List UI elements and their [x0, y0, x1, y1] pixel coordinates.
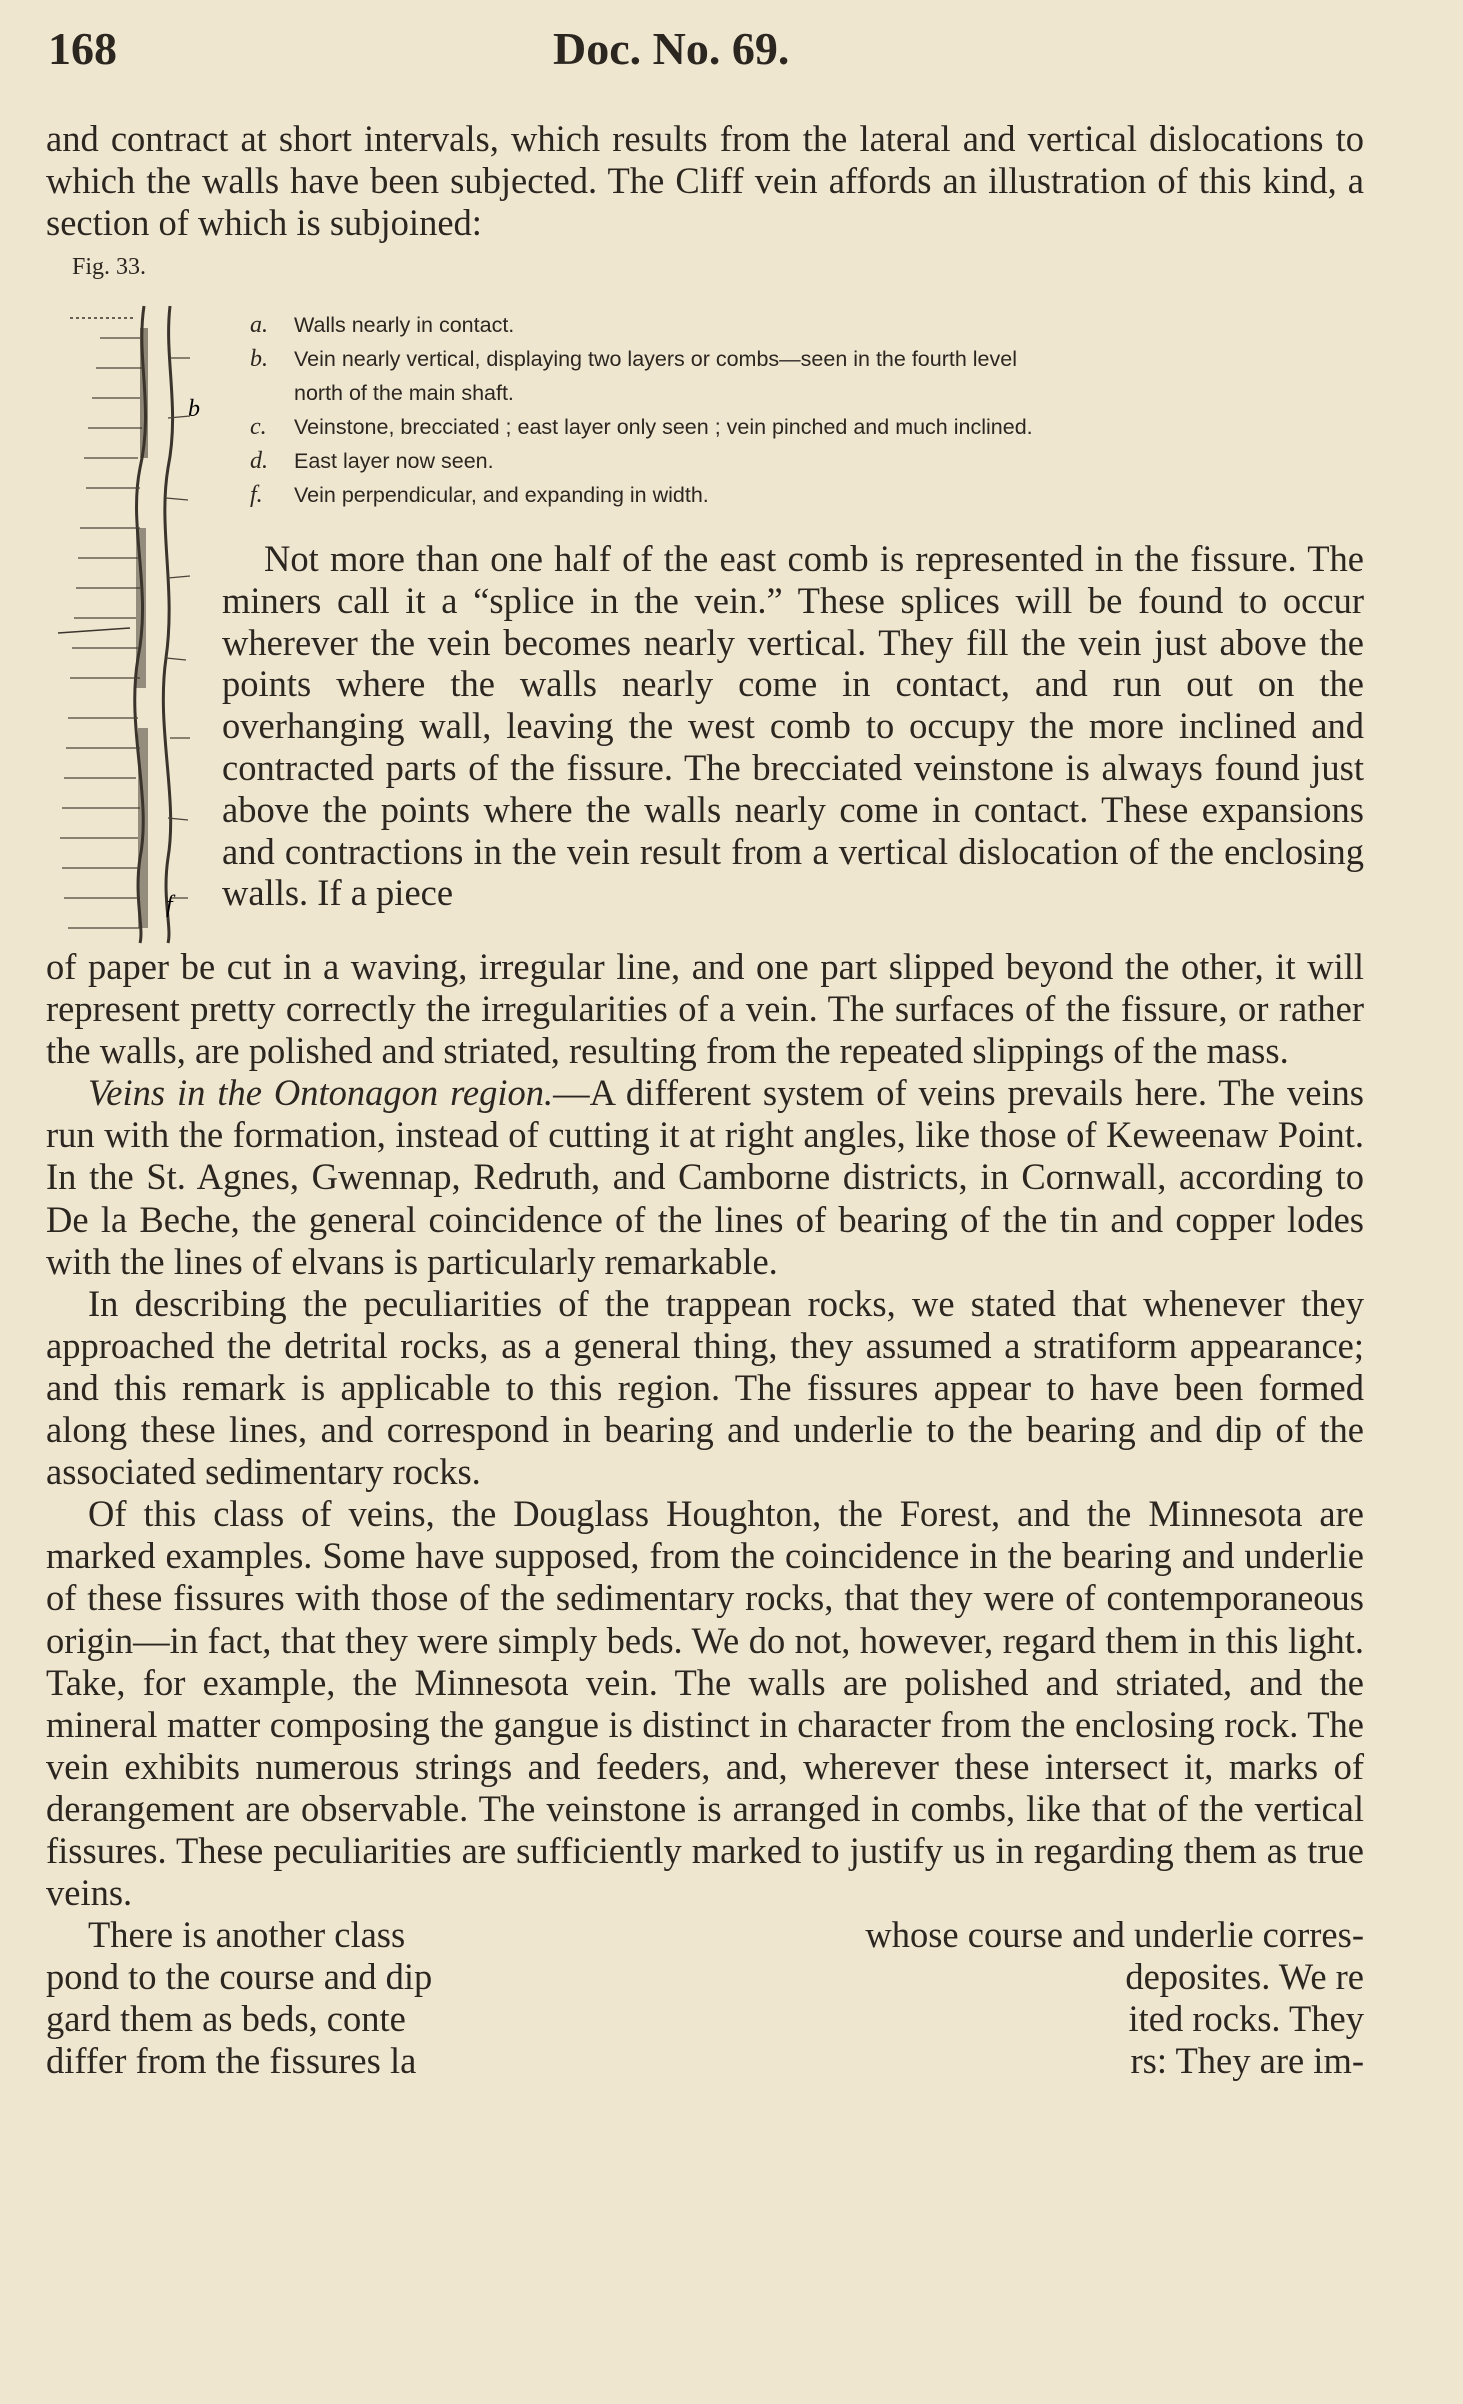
legend-item — [250, 478, 1370, 512]
legend-key: f. — [250, 482, 263, 508]
para4: Of this class of veins, the Douglass Houghton, the Forest, and the Minnesota are marked examples. Some have supposed, from the coincidence in the bearing and underlie of these fissures with those of the sedimentary rocks, that they were of contemporaneous origin—in fact, that they were simply beds. We do not, however, regard them in this light. Take, for example, the Minnesota vein. The walls are polished and striated, and the mineral matter composing the gangue is distinct in character from the enclosing rock. The vein exhibits numerous strings and feeders, and, wherever these intersect it, marks of derangement are observable. The veinstone is arranged in combs, like that of the vertical fissures. These peculiarities are sufficiently marked to justify us in regarding them as true veins. — [46, 1493, 1364, 1914]
legend-text: Walls nearly in contact. — [294, 313, 515, 337]
para5-right: rs: They are im- — [1130, 2040, 1364, 2082]
para1-tail-start: If a piece — [317, 872, 454, 914]
para5-right: whose course and underlie corres- — [865, 1914, 1364, 1956]
legend-item-continuation — [250, 376, 1370, 410]
para5-left: gard them as beds, conte — [46, 1998, 406, 2040]
figure-legend — [250, 308, 1370, 512]
legend-text: East layer now seen. — [294, 449, 494, 473]
page-number: 168 — [48, 23, 117, 74]
para1-rest: of paper be cut in a waving, irregular line, and one part slipped beyond the other, it will represent pretty correctly the irregularities of a vein. The surfaces of the fissure, or rather the walls, are polished and striated, resulting from the repeated slippings of the mass. — [46, 946, 1364, 1072]
para3: In describing the peculiarities of the trappean rocks, we stated that whenever they approached the detrital rocks, as a general thing, they assumed a stratiform appearance; and this remark is applicable to this region. The fissures appear to have been formed along these lines, and correspond in bearing and underlie to the bearing and dip of the associated sedimentary rocks. — [46, 1282, 1364, 1493]
para5-right: deposites. We re — [1125, 1956, 1364, 1998]
wrapped-text: Not more than one half of the east comb is represented in the fissure. The miners call it a “splice in the vein.” These splices will be found to occur wherever the vein becomes nearly vertical. They fill the vein just above the points where the walls nearly come in contact, and run out on the overhanging wall, leaving the west comb to occupy the more inclined and contracted parts of the fissure. The brecciated veinstone is always found just above the points where the walls nearly come in contact. These expansions and contractions in the vein result from a vertical dislocation of the enclosing walls. — [222, 538, 1364, 914]
legend-text: Vein perpendicular, and expanding in width. — [294, 483, 709, 507]
legend-item — [250, 410, 1370, 444]
para5-line — [46, 1998, 1364, 2040]
para5-left: There is another class — [88, 1914, 406, 1956]
margin-letter-f: f — [166, 892, 173, 918]
para2-text: —A different system of veins prevails here. The veins run with the formation, instead of cutting it at right angles, like those of Keweenaw Point. In the St. Agnes, Gwennap, Redruth, and Camborne districts, in Cornwall, according to De la Beche, the general coincidence of the lines of bearing of the tin and copper lodes with the lines of elvans is particularly remarkable. — [46, 1072, 1364, 1282]
legend-key: b. — [250, 346, 268, 372]
section-heading-ontonagon: Veins in the Ontonagon region. — [88, 1072, 554, 1114]
para5-damaged — [46, 1914, 1364, 2082]
legend-key: a. — [250, 312, 268, 338]
legend-key: d. — [250, 448, 268, 474]
document-title: Doc. No. 69. — [553, 23, 790, 74]
margin-letter-b: b — [188, 396, 200, 422]
page-header — [48, 22, 1388, 82]
legend-item — [250, 342, 1370, 376]
intro-paragraph — [46, 118, 1364, 244]
main-text-column — [46, 946, 1364, 2083]
legend-text: Vein nearly vertical, displaying two layers or combs—seen in the fourth level — [294, 347, 1017, 371]
wrapped-paragraph — [222, 538, 1364, 914]
figure-label: Fig. 33. — [72, 254, 147, 280]
para5-left: differ from the fissures la — [46, 2040, 417, 2082]
para5-line — [46, 1914, 1364, 1956]
legend-text: north of the main shaft. — [294, 381, 514, 405]
para5-right: ited rocks. They — [1128, 1998, 1364, 2040]
legend-item — [250, 444, 1370, 478]
para5-line — [46, 2040, 1364, 2082]
legend-text: Veinstone, brecciated ; east layer only seen ; vein pinched and much inclined. — [294, 415, 1033, 439]
legend-item — [250, 308, 1370, 342]
vein-section-figure — [40, 298, 220, 946]
para5-left: pond to the course and dip — [46, 1956, 433, 1998]
para5-line — [46, 1956, 1364, 1998]
legend-key: c. — [250, 414, 267, 440]
intro-text: and contract at short intervals, which results from the lateral and vertical dislocations to which the walls have been subjected. The Cliff vein affords an illustration of this kind, a section of which is subjoined: — [46, 118, 1364, 244]
